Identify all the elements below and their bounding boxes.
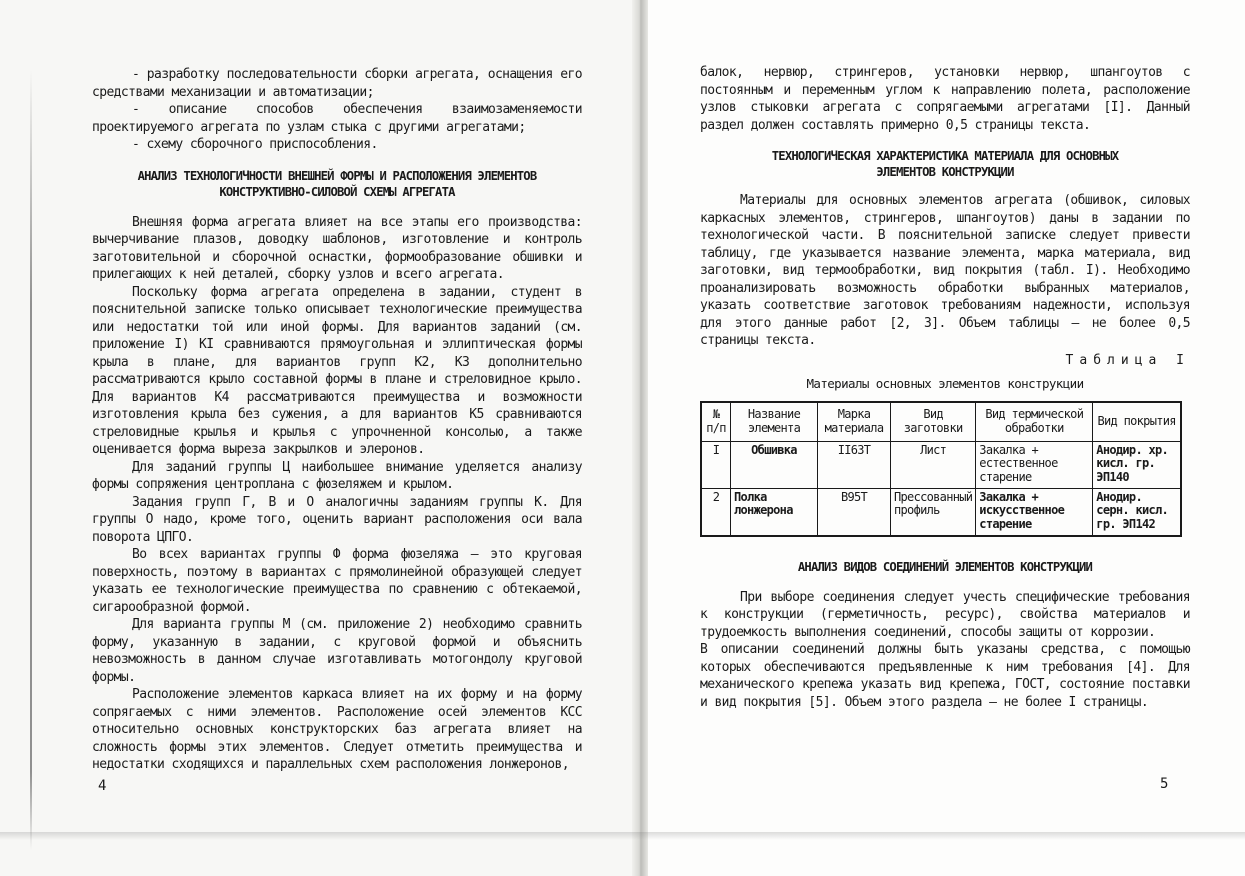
table-cell: Закалка + естественное старение xyxy=(976,441,1093,488)
list-item: - описание способов обеспечения взаимозаменяемости проектируемого агрегата по узлам стыка с другими агрегатами; xyxy=(92,102,582,135)
materials-table xyxy=(700,401,1182,537)
paragraph: Материалы для основных элементов агрегата (обшивок, силовых каркасных элементов, стрингеров, шпангоутов) даны в задании по технологической части. В пояснительной записке следует привести таблицу, где указывается название элемента, марка материала, вид заготовки, вид термообработки, вид покрытия (табл. I). Необходимо проанализировать возможность обработки выбранных материалов, указать соответствие заготовок требованиям надежности, используя для этого данные работ [2, 3]. Объем таблицы – не более 0,5 страницы текста. xyxy=(700,193,1190,348)
page-number: 5 xyxy=(1160,776,1169,792)
section-heading: АНАЛИЗ ВИДОВ СОЕДИНЕНИЙ ЭЛЕМЕНТОВ КОНСТРУКЦИИ xyxy=(797,559,1093,574)
table-cell: В95Т xyxy=(818,488,891,536)
list-item: - схему сборочного приспособления. xyxy=(132,137,378,152)
table-header-cell: Марка материала xyxy=(818,402,891,442)
paragraph: При выборе соединения следует учесть специфические требования к конструкции (герметичность, ресурс), свойства материалов и трудоемкость выполнения соединений, способы защиты от коррозии. xyxy=(700,589,1190,640)
paragraph: В описании соединений должны быть указаны средства, с помощью которых обеспечиваются предъявленные к ним требования [4]. Для механического крепежа указать вид крепежа, ГОСТ, состояние поставки и вид покрытия [5]. Объем этого раздела – не более I страницы. xyxy=(700,642,1190,710)
table-cell: Анодир. серн. кисл. гр. ЭП142 xyxy=(1093,488,1181,536)
paragraph: Во всех вариантах группы Ф форма фюзеляжа – это круговая поверхность, поэтому в вариантах с прямолинейной образующей следует указать ее технологические преимущества по сравнению с обтекаемой, сигарообразной формой. xyxy=(92,547,582,615)
left-page-edge xyxy=(30,70,32,850)
table-caption: Материалы основных элементов конструкции xyxy=(806,376,1084,391)
left-page-text xyxy=(92,66,582,774)
paragraph: Поскольку форма агрегата определена в задании, студент в пояснительной записке только описывает технологические преимущества или недостатки той или иной формы. Для вариантов заданий (см. приложение I) KI сравниваются прямоугольная и эллиптическая формы крыла в плане, для вариантов групп К2, К3 дополнительно рассматриваются крыло составной формы в плане и стреловидное крыло. Для вариантов К4 рассматриваются преимущества и возможности изготовления крыла без сужения, а для вариантов К5 сравниваются стреловидные крылья и крылья с упрочненной консолью, а также оценивается форма выреза закрылков и элеронов. xyxy=(92,284,582,457)
paragraph: Внешняя форма агрегата влияет на все этапы его производства: вычерчивание плазов, доводку шаблонов, изготовление и контроль заготовительной и сборочной оснастки, формообразование обшивки и прилегающих к ней деталей, сборку узлов и всего агрегата. xyxy=(92,214,582,282)
table-cell: Лист xyxy=(891,441,976,488)
table-cell: Обшивка xyxy=(731,441,818,488)
table-cell: II63T xyxy=(818,441,891,488)
table-cell: Полка лонжерона xyxy=(731,488,818,536)
list-item: - разработку последовательности сборки агрегата, оснащения его средствами механизации и автоматизации; xyxy=(92,67,582,100)
table-cell: Прессованный профиль xyxy=(891,488,976,536)
table-header-cell: Вид термической обработки xyxy=(976,402,1093,442)
table-cell: I xyxy=(701,441,731,488)
table-cell: 2 xyxy=(701,488,731,536)
paragraph: Для варианта группы М (см. приложение 2) необходимо сравнить форму, указанную в задании, с круговой формой и объяснить невозможность в данном случае изготавливать мотогондолу круговой формы. xyxy=(92,617,582,685)
paragraph: Расположение элементов каркаса влияет на их форму и на форму сопрягаемых с ними элементов. Расположение осей элементов КСС относительно основных конструкторских баз агрегата влияет на сложность формы этих элементов. Следует отметить преимущества и недостатки сходящихся и параллельных схем расположения лонжеронов, xyxy=(92,687,582,772)
table-cell: Закалка + искусственное старение xyxy=(976,488,1093,536)
table-header-row xyxy=(701,402,1181,442)
page-number: 4 xyxy=(98,778,107,794)
right-page-text xyxy=(700,64,1190,711)
table-cell: Анодир. хр. кисл. гр. ЭП140 xyxy=(1093,441,1181,488)
table-row xyxy=(701,488,1181,536)
table-header-cell: № п/п xyxy=(701,402,731,442)
book-spine xyxy=(632,0,648,876)
section-heading: АНАЛИЗ ТЕХНОЛОГИЧНОСТИ ВНЕШНЕЙ ФОРМЫ И РАСПОЛОЖЕНИЯ ЭЛЕМЕНТОВ КОНСТРУКТИВНО-СИЛОВОЙ СХЕМЫ АГРЕГАТА xyxy=(137,168,537,199)
table-label: Таблица I xyxy=(1065,352,1190,368)
section-heading: ТЕХНОЛОГИЧЕСКАЯ ХАРАКТЕРИСТИКА МАТЕРИАЛА ДЛЯ ОСНОВНЫХ ЭЛЕМЕНТОВ КОНСТРУКЦИИ xyxy=(771,149,1119,179)
paragraph: Для заданий группы Ц наибольшее внимание уделяется анализу формы сопряжения центроплана с фюзеляжем и крылом. xyxy=(92,459,582,492)
paragraph: балок, нервюр, стрингеров, установки нервюр, шпангоутов с постоянным и переменным углом к направлению полета, расположение узлов стыковки агрегата с сопрягаемыми агрегатами [I]. Данный раздел должен составлять примерно 0,5 страницы текста. xyxy=(700,65,1190,133)
paragraph: Задания групп Г, В и О аналогичны заданиям группы К. Для группы О надо, кроме того, оценить вариант расположения оси вала поворота ЦПГО. xyxy=(92,494,582,545)
table-header-cell: Вид заготовки xyxy=(891,402,976,442)
table-header-cell: Вид покрытия xyxy=(1093,402,1181,442)
table-header-cell: Название элемента xyxy=(731,402,818,442)
table-row xyxy=(701,441,1181,488)
bottom-page-shadow xyxy=(0,832,1245,840)
